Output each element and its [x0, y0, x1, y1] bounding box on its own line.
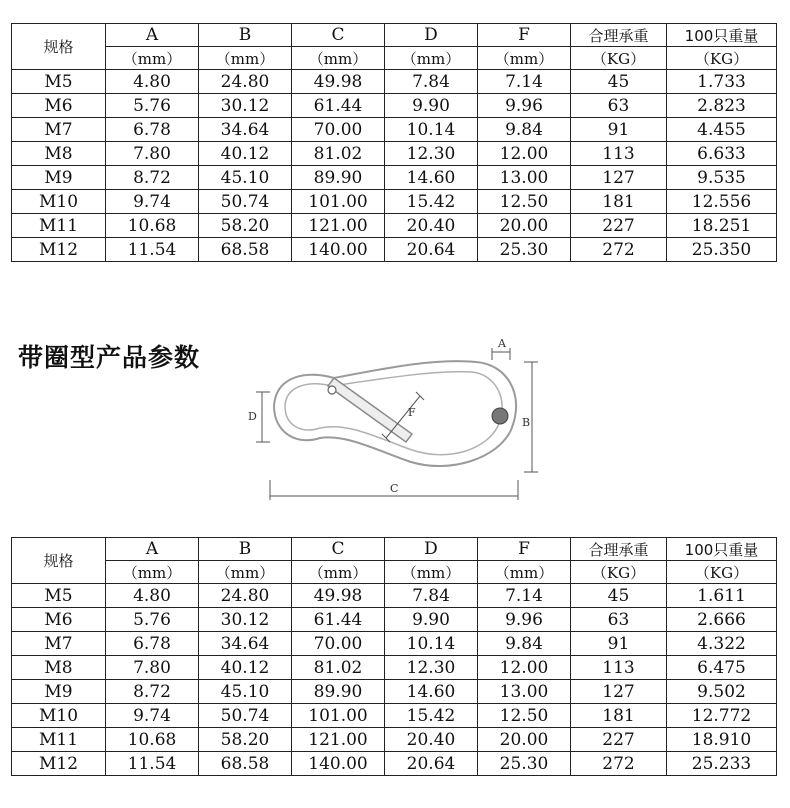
value-cell: 5.76	[106, 608, 199, 632]
column-header: D	[385, 24, 478, 47]
table-row	[12, 166, 777, 190]
column-unit: （mm）	[385, 47, 478, 70]
spec-cell: M9	[12, 166, 106, 190]
table-row	[12, 70, 777, 94]
dimension-label-a: A	[498, 337, 506, 350]
column-header: A	[106, 538, 199, 561]
value-cell: 12.30	[385, 656, 478, 680]
value-cell: 91	[571, 118, 667, 142]
value-cell: 6.475	[667, 656, 777, 680]
value-cell: 113	[571, 656, 667, 680]
value-cell: 9.96	[478, 94, 571, 118]
value-cell: 45	[571, 70, 667, 94]
table-row	[12, 680, 777, 704]
value-cell: 49.98	[292, 70, 385, 94]
spec-cell: M8	[12, 142, 106, 166]
value-cell: 5.76	[106, 94, 199, 118]
value-cell: 4.80	[106, 584, 199, 608]
value-cell: 61.44	[292, 94, 385, 118]
value-cell: 40.12	[199, 142, 292, 166]
ring-section	[492, 408, 508, 424]
value-cell: 18.251	[667, 214, 777, 238]
column-header: D	[385, 538, 478, 561]
value-cell: 81.02	[292, 656, 385, 680]
value-cell: 7.14	[478, 584, 571, 608]
value-cell: 10.68	[106, 214, 199, 238]
value-cell: 15.42	[385, 190, 478, 214]
carabiner-inner	[285, 372, 502, 455]
spec-cell: M9	[12, 680, 106, 704]
value-cell: 63	[571, 608, 667, 632]
value-cell: 121.00	[292, 728, 385, 752]
unit-row	[12, 561, 777, 584]
column-header: 合理承重	[571, 538, 667, 561]
dimension-label-c: C	[390, 482, 399, 495]
value-cell: 91	[571, 632, 667, 656]
value-cell: 70.00	[292, 632, 385, 656]
header-row	[12, 538, 777, 561]
column-header: C	[292, 24, 385, 47]
value-cell: 49.98	[292, 584, 385, 608]
value-cell: 12.772	[667, 704, 777, 728]
value-cell: 121.00	[292, 214, 385, 238]
gate-pivot	[328, 386, 336, 394]
value-cell: 18.910	[667, 728, 777, 752]
spec-cell: M8	[12, 656, 106, 680]
value-cell: 7.80	[106, 656, 199, 680]
value-cell: 181	[571, 704, 667, 728]
column-header: B	[199, 24, 292, 47]
column-header: C	[292, 538, 385, 561]
value-cell: 89.90	[292, 680, 385, 704]
value-cell: 61.44	[292, 608, 385, 632]
value-cell: 45.10	[199, 680, 292, 704]
value-cell: 15.42	[385, 704, 478, 728]
value-cell: 70.00	[292, 118, 385, 142]
value-cell: 101.00	[292, 704, 385, 728]
value-cell: 2.823	[667, 94, 777, 118]
value-cell: 24.80	[199, 584, 292, 608]
value-cell: 8.72	[106, 166, 199, 190]
value-cell: 68.58	[199, 752, 292, 776]
value-cell: 34.64	[199, 118, 292, 142]
value-cell: 25.30	[478, 238, 571, 262]
column-unit: （mm）	[106, 47, 199, 70]
value-cell: 10.14	[385, 118, 478, 142]
value-cell: 68.58	[199, 238, 292, 262]
value-cell: 13.00	[478, 166, 571, 190]
value-cell: 45.10	[199, 166, 292, 190]
value-cell: 12.50	[478, 704, 571, 728]
value-cell: 12.556	[667, 190, 777, 214]
spec-cell: M6	[12, 608, 106, 632]
spec-cell: M7	[12, 632, 106, 656]
value-cell: 40.12	[199, 656, 292, 680]
value-cell: 10.68	[106, 728, 199, 752]
spec-cell: M12	[12, 238, 106, 262]
spec-cell: M5	[12, 584, 106, 608]
spec-cell: M5	[12, 70, 106, 94]
value-cell: 127	[571, 166, 667, 190]
column-unit: （mm）	[106, 561, 199, 584]
spec-cell: M10	[12, 704, 106, 728]
dimension-label-b: B	[522, 416, 531, 429]
spec-cell: M10	[12, 190, 106, 214]
value-cell: 81.02	[292, 142, 385, 166]
column-header: B	[199, 538, 292, 561]
value-cell: 89.90	[292, 166, 385, 190]
spec-cell: M7	[12, 118, 106, 142]
spec-header: 规格	[12, 24, 106, 70]
column-header: 100只重量	[667, 538, 777, 561]
value-cell: 13.00	[478, 680, 571, 704]
column-unit: （mm）	[199, 47, 292, 70]
column-unit: （KG）	[667, 47, 777, 70]
table-row	[12, 94, 777, 118]
value-cell: 11.54	[106, 752, 199, 776]
section-title: 带圈型产品参数	[18, 343, 201, 372]
value-cell: 9.535	[667, 166, 777, 190]
value-cell: 45	[571, 584, 667, 608]
column-unit: （KG）	[571, 47, 667, 70]
value-cell: 140.00	[292, 238, 385, 262]
column-header: F	[478, 538, 571, 561]
table-row	[12, 728, 777, 752]
value-cell: 25.350	[667, 238, 777, 262]
table-row	[12, 238, 777, 262]
table-row	[12, 118, 777, 142]
value-cell: 7.84	[385, 70, 478, 94]
spec-cell: M11	[12, 728, 106, 752]
value-cell: 9.74	[106, 190, 199, 214]
table-row	[12, 142, 777, 166]
value-cell: 9.84	[478, 118, 571, 142]
spec-cell: M12	[12, 752, 106, 776]
spec-header: 规格	[12, 538, 106, 584]
column-header: A	[106, 24, 199, 47]
table-row	[12, 190, 777, 214]
table-row	[12, 704, 777, 728]
carabiner-gate	[328, 378, 412, 442]
value-cell: 9.84	[478, 632, 571, 656]
value-cell: 58.20	[199, 728, 292, 752]
value-cell: 272	[571, 752, 667, 776]
value-cell: 14.60	[385, 680, 478, 704]
value-cell: 7.80	[106, 142, 199, 166]
value-cell: 4.455	[667, 118, 777, 142]
column-unit: （mm）	[292, 561, 385, 584]
value-cell: 58.20	[199, 214, 292, 238]
value-cell: 20.64	[385, 238, 478, 262]
column-unit: （KG）	[571, 561, 667, 584]
value-cell: 6.633	[667, 142, 777, 166]
value-cell: 4.322	[667, 632, 777, 656]
spec-table-standard	[11, 23, 777, 262]
column-unit: （mm）	[478, 47, 571, 70]
column-unit: （mm）	[199, 561, 292, 584]
dimension-label-d: D	[248, 410, 257, 423]
value-cell: 2.666	[667, 608, 777, 632]
column-unit: （mm）	[478, 561, 571, 584]
value-cell: 24.80	[199, 70, 292, 94]
value-cell: 20.40	[385, 728, 478, 752]
value-cell: 9.502	[667, 680, 777, 704]
value-cell: 20.64	[385, 752, 478, 776]
column-unit: （KG）	[667, 561, 777, 584]
value-cell: 7.14	[478, 70, 571, 94]
value-cell: 1.733	[667, 70, 777, 94]
table-row	[12, 608, 777, 632]
column-unit: （mm）	[292, 47, 385, 70]
value-cell: 4.80	[106, 70, 199, 94]
value-cell: 10.14	[385, 632, 478, 656]
unit-row	[12, 47, 777, 70]
dimension-label-f: F	[408, 406, 416, 419]
spec-cell: M6	[12, 94, 106, 118]
value-cell: 272	[571, 238, 667, 262]
value-cell: 12.00	[478, 656, 571, 680]
column-unit: （mm）	[385, 561, 478, 584]
value-cell: 50.74	[199, 190, 292, 214]
value-cell: 9.90	[385, 608, 478, 632]
value-cell: 30.12	[199, 94, 292, 118]
column-header: 100只重量	[667, 24, 777, 47]
value-cell: 14.60	[385, 166, 478, 190]
column-header: F	[478, 24, 571, 47]
value-cell: 7.84	[385, 584, 478, 608]
value-cell: 12.00	[478, 142, 571, 166]
value-cell: 20.00	[478, 214, 571, 238]
value-cell: 6.78	[106, 632, 199, 656]
value-cell: 34.64	[199, 632, 292, 656]
header-row	[12, 24, 777, 47]
value-cell: 11.54	[106, 238, 199, 262]
value-cell: 9.90	[385, 94, 478, 118]
value-cell: 12.50	[478, 190, 571, 214]
value-cell: 140.00	[292, 752, 385, 776]
table-row	[12, 752, 777, 776]
carabiner-diagram	[236, 334, 556, 506]
value-cell: 9.74	[106, 704, 199, 728]
value-cell: 113	[571, 142, 667, 166]
value-cell: 8.72	[106, 680, 199, 704]
value-cell: 25.30	[478, 752, 571, 776]
value-cell: 1.611	[667, 584, 777, 608]
value-cell: 25.233	[667, 752, 777, 776]
value-cell: 181	[571, 190, 667, 214]
value-cell: 63	[571, 94, 667, 118]
value-cell: 12.30	[385, 142, 478, 166]
table-row	[12, 584, 777, 608]
spec-cell: M11	[12, 214, 106, 238]
value-cell: 101.00	[292, 190, 385, 214]
value-cell: 6.78	[106, 118, 199, 142]
value-cell: 227	[571, 214, 667, 238]
value-cell: 9.96	[478, 608, 571, 632]
table-row	[12, 632, 777, 656]
value-cell: 127	[571, 680, 667, 704]
value-cell: 20.00	[478, 728, 571, 752]
spec-table-ring-type	[11, 537, 777, 776]
value-cell: 227	[571, 728, 667, 752]
value-cell: 30.12	[199, 608, 292, 632]
table-row	[12, 214, 777, 238]
value-cell: 50.74	[199, 704, 292, 728]
table-row	[12, 656, 777, 680]
value-cell: 20.40	[385, 214, 478, 238]
column-header: 合理承重	[571, 24, 667, 47]
